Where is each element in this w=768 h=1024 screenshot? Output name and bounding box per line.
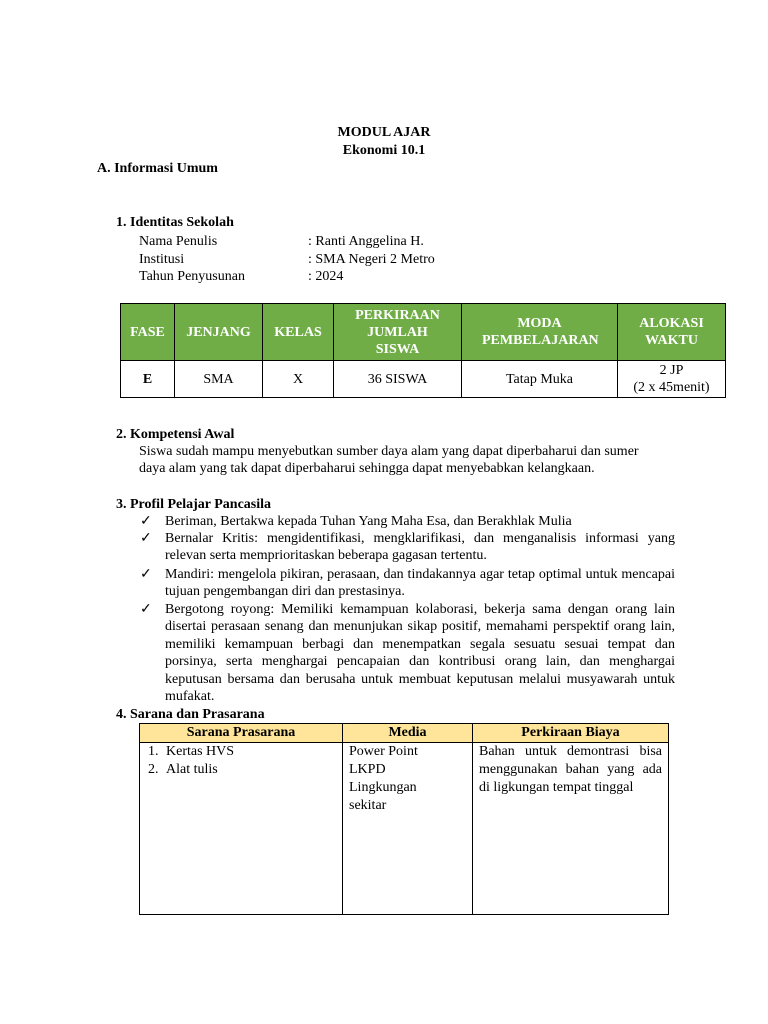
header-biaya: Perkiraan Biaya xyxy=(473,724,669,743)
header-sarana: Sarana Prasarana xyxy=(140,724,343,743)
biaya-text: Bahan untuk demontrasi bisa menggunakan bahan yang ada di ligkungan tempat tinggal xyxy=(479,744,662,795)
header-jumlah-siswa-text: PERKIRAAN JUMLAH SISWA xyxy=(355,307,440,357)
kompetensi-text: Siswa sudah mampu menyebutkan sumber daya alam yang dapat diperbaharui dan sumer daya alam yang tak dapat diperbaharui sehingga dapat menyebabkan kelangkaan. xyxy=(139,444,639,477)
media-cell xyxy=(343,743,473,915)
profil-item-beriman: Beriman, Bertakwa kepada Tuhan Yang Maha Esa, dan Berakhlak Mulia xyxy=(165,514,572,529)
list-text: Kertas HVS xyxy=(166,744,235,759)
header-media: Media xyxy=(343,724,473,743)
value-jumlah-siswa: 36 SISWA xyxy=(334,361,462,398)
list-item xyxy=(140,761,342,779)
header-kelas: KELAS xyxy=(263,304,334,361)
profil-heading: 3. Profil Pelajar Pancasila xyxy=(116,497,272,512)
header-alokasi-text: ALOKASI WAKTU xyxy=(639,316,704,348)
identity-table-row xyxy=(121,361,726,398)
value-kelas: X xyxy=(263,361,334,398)
media-line: LKPD xyxy=(349,762,386,777)
value-alokasi xyxy=(618,361,726,398)
sarana-table-header xyxy=(140,724,669,743)
profil-item-bernalar: Bernalar Kritis: mengidentifikasi, mengklarifikasi, dan menganalisis informasi yang relevan serta memprioritaskan beberapa gagasan tertentu. xyxy=(165,531,675,564)
list-number: 2. xyxy=(148,762,159,777)
header-fase: FASE xyxy=(121,304,175,361)
check-icon: ✓ xyxy=(140,602,152,617)
media-line: sekitar xyxy=(349,798,387,813)
value-moda: Tatap Muka xyxy=(462,361,618,398)
identity-label-institusi: Institusi xyxy=(139,252,185,267)
value-fase: E xyxy=(121,361,175,398)
header-moda-text: MODA PEMBELAJARAN xyxy=(482,316,599,348)
value-alokasi-menit: (2 x 45menit) xyxy=(633,380,710,395)
check-icon: ✓ xyxy=(140,531,152,546)
identity-value-penulis: : Ranti Anggelina H. xyxy=(308,234,424,249)
header-jenjang: JENJANG xyxy=(175,304,263,361)
identity-label-penulis: Nama Penulis xyxy=(139,234,218,249)
identitas-heading: 1. Identitas Sekolah xyxy=(116,215,234,230)
value-alokasi-jp: 2 JP xyxy=(659,363,684,378)
list-text: Alat tulis xyxy=(166,762,218,777)
sarana-heading: 4. Sarana dan Prasarana xyxy=(116,707,265,722)
check-icon: ✓ xyxy=(140,514,152,529)
document-subtitle: Ekonomi 10.1 xyxy=(342,143,426,158)
list-item xyxy=(140,743,342,761)
kompetensi-heading: 2. Kompetensi Awal xyxy=(116,427,235,442)
sarana-cell xyxy=(140,743,343,915)
sarana-list xyxy=(140,743,342,779)
sarana-table xyxy=(139,723,669,915)
document-title: MODUL AJAR xyxy=(337,125,431,140)
sarana-table-row xyxy=(140,743,669,915)
profil-item-mandiri: Mandiri: mengelola pikiran, perasaan, dan tindakannya agar tetap optimal untuk mencapai tujuan pengembangan diri dan prestasinya. xyxy=(165,567,675,600)
media-line: Lingkungan xyxy=(349,780,417,795)
identity-value-institusi: : SMA Negeri 2 Metro xyxy=(308,252,435,267)
identity-table xyxy=(120,303,726,398)
value-jenjang: SMA xyxy=(175,361,263,398)
biaya-cell xyxy=(473,743,669,915)
header-alokasi xyxy=(618,304,726,361)
identity-value-tahun: : 2024 xyxy=(308,269,344,284)
identity-table-header xyxy=(121,304,726,361)
header-moda xyxy=(462,304,618,361)
list-number: 1. xyxy=(148,744,159,759)
header-jumlah-siswa xyxy=(334,304,462,361)
media-line: Power Point xyxy=(349,744,418,759)
section-a-heading: A. Informasi Umum xyxy=(97,161,218,176)
profil-item-gotong-royong: Bergotong royong: Memiliki kemampuan kolaborasi, bekerja sama dengan orang lain disertai perasaan senang dan menunjukan sikap positif, memahami perspektif orang lain, memiliki kemampuan berbagi dan menempatkan segala sesuatu sesuai tempat dan porsinya, serta menghargai pencapaian dan kontribusi orang lain, dan menghargai keputusan bersama dan berusaha untuk membuat keputusan melalui musyawarah untuk mufakat. xyxy=(165,602,675,705)
identity-label-tahun: Tahun Penyusunan xyxy=(139,269,245,284)
check-icon: ✓ xyxy=(140,567,152,582)
